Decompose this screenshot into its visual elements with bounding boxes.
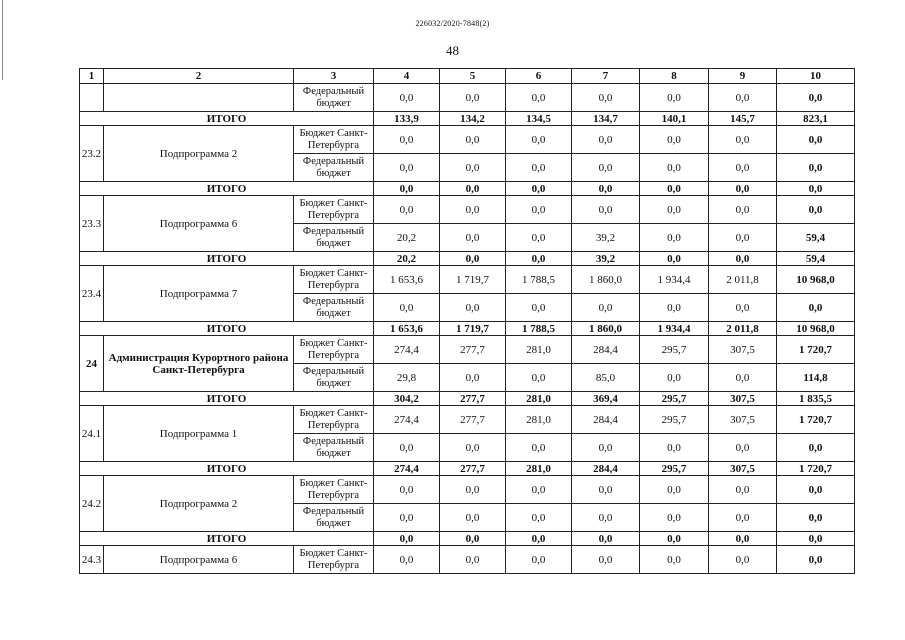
document-id: 226032/2020-7848(2) bbox=[415, 19, 490, 28]
year-value: 307,5 bbox=[709, 406, 777, 434]
year-value: 0,0 bbox=[709, 84, 777, 112]
year-value: 0,0 bbox=[440, 504, 506, 532]
total-value: 1 835,5 bbox=[777, 392, 855, 406]
year-value: 284,4 bbox=[572, 406, 640, 434]
total-value: 0,0 bbox=[709, 252, 777, 266]
total-label: ИТОГО bbox=[80, 392, 374, 406]
total-label: ИТОГО bbox=[80, 182, 374, 196]
total-value: 307,5 bbox=[709, 392, 777, 406]
year-value: 0,0 bbox=[506, 154, 572, 182]
total-value: 274,4 bbox=[374, 462, 440, 476]
column-number: 10 bbox=[777, 69, 855, 84]
total-value: 1 720,7 bbox=[777, 406, 855, 434]
total-value: 295,7 bbox=[640, 462, 709, 476]
total-value: 0,0 bbox=[506, 182, 572, 196]
column-number: 9 bbox=[709, 69, 777, 84]
year-value: 39,2 bbox=[572, 224, 640, 252]
total-value: 59,4 bbox=[777, 252, 855, 266]
year-value: 0,0 bbox=[374, 546, 440, 574]
total-value: 134,7 bbox=[572, 112, 640, 126]
year-value: 0,0 bbox=[506, 434, 572, 462]
year-value: 281,0 bbox=[506, 406, 572, 434]
total-value: 1 934,4 bbox=[640, 322, 709, 336]
total-value: 0,0 bbox=[572, 182, 640, 196]
total-value: 295,7 bbox=[640, 392, 709, 406]
row-code: 24.3 bbox=[80, 546, 104, 574]
total-value: 133,9 bbox=[374, 112, 440, 126]
year-value: 0,0 bbox=[572, 476, 640, 504]
year-value: 0,0 bbox=[374, 294, 440, 322]
year-value: 0,0 bbox=[640, 84, 709, 112]
table-row bbox=[80, 476, 855, 504]
year-value: 277,7 bbox=[440, 406, 506, 434]
year-value: 0,0 bbox=[640, 476, 709, 504]
year-value: 281,0 bbox=[506, 336, 572, 364]
total-value: 0,0 bbox=[777, 84, 855, 112]
total-label: ИТОГО bbox=[80, 532, 374, 546]
year-value: 1 934,4 bbox=[640, 266, 709, 294]
row-code: 23.2 bbox=[80, 126, 104, 182]
year-value: 0,0 bbox=[506, 224, 572, 252]
total-value: 0,0 bbox=[572, 532, 640, 546]
total-value: 114,8 bbox=[777, 364, 855, 392]
row-code bbox=[80, 84, 104, 112]
row-name: Подпрограмма 1 bbox=[104, 406, 294, 462]
year-value: 0,0 bbox=[640, 154, 709, 182]
total-value: 0,0 bbox=[777, 476, 855, 504]
total-value: 1 720,7 bbox=[777, 462, 855, 476]
year-value: 0,0 bbox=[709, 504, 777, 532]
year-value: 307,5 bbox=[709, 336, 777, 364]
funding-source: Федеральный бюджет bbox=[294, 504, 374, 532]
year-value: 0,0 bbox=[506, 126, 572, 154]
year-value: 0,0 bbox=[506, 84, 572, 112]
year-value: 0,0 bbox=[506, 476, 572, 504]
funding-source: Федеральный бюджет bbox=[294, 224, 374, 252]
total-value: 281,0 bbox=[506, 392, 572, 406]
column-number: 7 bbox=[572, 69, 640, 84]
total-value: 0,0 bbox=[777, 196, 855, 224]
funding-source: Бюджет Санкт-Петербурга bbox=[294, 196, 374, 224]
year-value: 0,0 bbox=[440, 434, 506, 462]
total-value: 0,0 bbox=[777, 126, 855, 154]
year-value: 274,4 bbox=[374, 336, 440, 364]
total-value: 1 653,6 bbox=[374, 322, 440, 336]
year-value: 0,0 bbox=[572, 434, 640, 462]
row-name: Подпрограмма 7 bbox=[104, 266, 294, 322]
funding-source: Федеральный бюджет bbox=[294, 364, 374, 392]
total-value: 0,0 bbox=[506, 252, 572, 266]
funding-source: Бюджет Санкт-Петербурга bbox=[294, 406, 374, 434]
total-value: 277,7 bbox=[440, 392, 506, 406]
total-value: 0,0 bbox=[777, 546, 855, 574]
year-value: 274,4 bbox=[374, 406, 440, 434]
row-code: 24 bbox=[80, 336, 104, 392]
total-value: 0,0 bbox=[640, 182, 709, 196]
year-value: 0,0 bbox=[709, 476, 777, 504]
table-row bbox=[80, 126, 855, 154]
total-value: 277,7 bbox=[440, 462, 506, 476]
year-value: 1 653,6 bbox=[374, 266, 440, 294]
row-name: Подпрограмма 6 bbox=[104, 196, 294, 252]
total-value: 0,0 bbox=[374, 182, 440, 196]
funding-source: Бюджет Санкт-Петербурга bbox=[294, 336, 374, 364]
total-value: 0,0 bbox=[777, 504, 855, 532]
total-label: ИТОГО bbox=[80, 322, 374, 336]
total-value: 59,4 bbox=[777, 224, 855, 252]
year-value: 0,0 bbox=[709, 224, 777, 252]
total-value: 0,0 bbox=[440, 532, 506, 546]
table-row bbox=[80, 406, 855, 434]
year-value: 2 011,8 bbox=[709, 266, 777, 294]
total-label: ИТОГО bbox=[80, 252, 374, 266]
column-number-row bbox=[80, 69, 855, 84]
year-value: 0,0 bbox=[440, 154, 506, 182]
year-value: 0,0 bbox=[506, 546, 572, 574]
year-value: 0,0 bbox=[709, 546, 777, 574]
total-label: ИТОГО bbox=[80, 112, 374, 126]
column-number: 4 bbox=[374, 69, 440, 84]
year-value: 277,7 bbox=[440, 336, 506, 364]
total-row bbox=[80, 182, 855, 196]
total-value: 0,0 bbox=[440, 252, 506, 266]
total-value: 1 720,7 bbox=[777, 336, 855, 364]
total-row bbox=[80, 532, 855, 546]
table-row bbox=[80, 546, 855, 574]
column-number: 1 bbox=[80, 69, 104, 84]
funding-source: Федеральный бюджет bbox=[294, 154, 374, 182]
row-name: Подпрограмма 2 bbox=[104, 476, 294, 532]
row-code: 23.4 bbox=[80, 266, 104, 322]
year-value: 0,0 bbox=[374, 126, 440, 154]
total-value: 0,0 bbox=[709, 532, 777, 546]
year-value: 0,0 bbox=[640, 434, 709, 462]
table-row bbox=[80, 196, 855, 224]
year-value: 0,0 bbox=[709, 364, 777, 392]
total-value: 0,0 bbox=[709, 182, 777, 196]
year-value: 0,0 bbox=[440, 126, 506, 154]
funding-source: Федеральный бюджет bbox=[294, 434, 374, 462]
total-value: 1 788,5 bbox=[506, 322, 572, 336]
total-value: 0,0 bbox=[777, 182, 855, 196]
year-value: 0,0 bbox=[640, 224, 709, 252]
total-value: 0,0 bbox=[640, 252, 709, 266]
total-value: 823,1 bbox=[777, 112, 855, 126]
total-value: 0,0 bbox=[777, 154, 855, 182]
year-value: 1 719,7 bbox=[440, 266, 506, 294]
funding-source: Бюджет Санкт-Петербурга bbox=[294, 476, 374, 504]
total-row bbox=[80, 252, 855, 266]
funding-source: Бюджет Санкт-Петербурга bbox=[294, 546, 374, 574]
table-row bbox=[80, 84, 855, 112]
column-number: 8 bbox=[640, 69, 709, 84]
row-name: Подпрограмма 2 bbox=[104, 126, 294, 182]
year-value: 0,0 bbox=[640, 504, 709, 532]
total-value: 10 968,0 bbox=[777, 322, 855, 336]
total-value: 20,2 bbox=[374, 252, 440, 266]
year-value: 0,0 bbox=[572, 196, 640, 224]
year-value: 0,0 bbox=[640, 196, 709, 224]
total-row bbox=[80, 462, 855, 476]
year-value: 0,0 bbox=[374, 154, 440, 182]
column-number: 2 bbox=[104, 69, 294, 84]
year-value: 0,0 bbox=[440, 294, 506, 322]
total-value: 134,2 bbox=[440, 112, 506, 126]
row-name bbox=[104, 84, 294, 112]
total-value: 0,0 bbox=[777, 434, 855, 462]
year-value: 295,7 bbox=[640, 336, 709, 364]
total-value: 0,0 bbox=[374, 532, 440, 546]
year-value: 0,0 bbox=[506, 504, 572, 532]
year-value: 0,0 bbox=[640, 294, 709, 322]
row-code: 23.3 bbox=[80, 196, 104, 252]
year-value: 0,0 bbox=[374, 84, 440, 112]
budget-table-body bbox=[80, 69, 855, 574]
total-value: 0,0 bbox=[777, 294, 855, 322]
column-number: 5 bbox=[440, 69, 506, 84]
year-value: 0,0 bbox=[640, 126, 709, 154]
total-row bbox=[80, 322, 855, 336]
total-value: 0,0 bbox=[640, 532, 709, 546]
row-code: 24.2 bbox=[80, 476, 104, 532]
year-value: 1 860,0 bbox=[572, 266, 640, 294]
year-value: 0,0 bbox=[506, 196, 572, 224]
year-value: 0,0 bbox=[506, 294, 572, 322]
year-value: 0,0 bbox=[572, 84, 640, 112]
year-value: 0,0 bbox=[440, 546, 506, 574]
table-row bbox=[80, 336, 855, 364]
year-value: 0,0 bbox=[709, 154, 777, 182]
budget-table bbox=[79, 68, 855, 574]
total-value: 281,0 bbox=[506, 462, 572, 476]
funding-source: Бюджет Санкт-Петербурга bbox=[294, 266, 374, 294]
year-value: 0,0 bbox=[440, 196, 506, 224]
year-value: 0,0 bbox=[440, 364, 506, 392]
year-value: 0,0 bbox=[640, 364, 709, 392]
year-value: 1 788,5 bbox=[506, 266, 572, 294]
total-value: 0,0 bbox=[440, 182, 506, 196]
total-value: 307,5 bbox=[709, 462, 777, 476]
row-name: Подпрограмма 6 bbox=[104, 546, 294, 574]
year-value: 0,0 bbox=[506, 364, 572, 392]
table-row bbox=[80, 266, 855, 294]
column-number: 6 bbox=[506, 69, 572, 84]
column-number: 3 bbox=[294, 69, 374, 84]
funding-source: Федеральный бюджет bbox=[294, 294, 374, 322]
funding-source: Бюджет Санкт-Петербурга bbox=[294, 126, 374, 154]
total-value: 1 719,7 bbox=[440, 322, 506, 336]
total-value: 1 860,0 bbox=[572, 322, 640, 336]
year-value: 0,0 bbox=[440, 84, 506, 112]
total-value: 304,2 bbox=[374, 392, 440, 406]
year-value: 0,0 bbox=[440, 224, 506, 252]
year-value: 284,4 bbox=[572, 336, 640, 364]
year-value: 0,0 bbox=[572, 294, 640, 322]
year-value: 0,0 bbox=[640, 546, 709, 574]
year-value: 85,0 bbox=[572, 364, 640, 392]
year-value: 0,0 bbox=[374, 196, 440, 224]
year-value: 0,0 bbox=[709, 294, 777, 322]
year-value: 0,0 bbox=[374, 434, 440, 462]
year-value: 29,8 bbox=[374, 364, 440, 392]
total-value: 284,4 bbox=[572, 462, 640, 476]
total-value: 369,4 bbox=[572, 392, 640, 406]
page-number: 48 bbox=[446, 43, 459, 58]
total-row bbox=[80, 392, 855, 406]
year-value: 0,0 bbox=[440, 476, 506, 504]
total-value: 0,0 bbox=[777, 532, 855, 546]
total-value: 145,7 bbox=[709, 112, 777, 126]
total-value: 0,0 bbox=[506, 532, 572, 546]
year-value: 0,0 bbox=[709, 196, 777, 224]
total-value: 10 968,0 bbox=[777, 266, 855, 294]
total-value: 2 011,8 bbox=[709, 322, 777, 336]
row-name: Администрация Курортного района Санкт-Петербурга bbox=[104, 336, 294, 392]
year-value: 0,0 bbox=[572, 126, 640, 154]
year-value: 0,0 bbox=[374, 476, 440, 504]
total-label: ИТОГО bbox=[80, 462, 374, 476]
row-code: 24.1 bbox=[80, 406, 104, 462]
year-value: 0,0 bbox=[572, 154, 640, 182]
year-value: 0,0 bbox=[709, 126, 777, 154]
year-value: 0,0 bbox=[572, 546, 640, 574]
year-value: 20,2 bbox=[374, 224, 440, 252]
year-value: 0,0 bbox=[572, 504, 640, 532]
total-value: 134,5 bbox=[506, 112, 572, 126]
left-margin-rule bbox=[2, 0, 3, 80]
year-value: 0,0 bbox=[374, 504, 440, 532]
year-value: 295,7 bbox=[640, 406, 709, 434]
total-value: 39,2 bbox=[572, 252, 640, 266]
funding-source: Федеральный бюджет bbox=[294, 84, 374, 112]
year-value: 0,0 bbox=[709, 434, 777, 462]
total-row bbox=[80, 112, 855, 126]
total-value: 140,1 bbox=[640, 112, 709, 126]
